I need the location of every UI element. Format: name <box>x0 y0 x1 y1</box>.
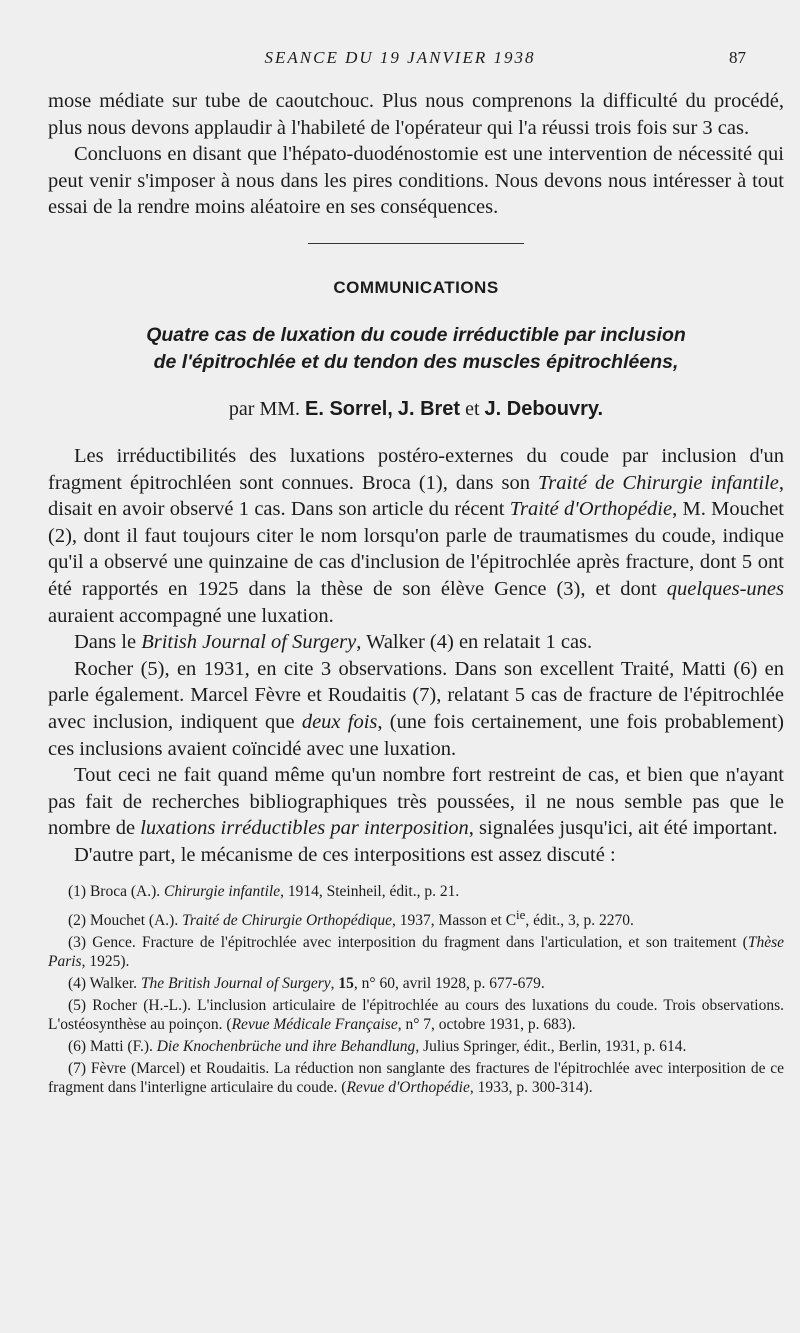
running-head <box>48 48 752 70</box>
text-run: , Julius Springer, édit., Berlin, 1931, p. 614. <box>415 1038 687 1056</box>
emphasis: Chirurgie infantile <box>163 883 281 901</box>
text-run: , disait en avoir observé 1 cas. Dans son article du récent <box>48 471 784 521</box>
emphasis: deux fois <box>301 710 378 733</box>
text-run: (1) Broca (A.). <box>68 883 164 901</box>
text-run: (7) Fèvre (Marcel) et Roudaitis. La réduction non sanglante des fractures de l'épitrochlée avec interposition de ce fragment dans l'interligne articulaire du coude. ( <box>48 1060 784 1097</box>
running-title: SEANCE DU 19 JANVIER 1938 <box>264 48 536 67</box>
text-run: , M. Mouchet (2), dont il faut toujours citer le nom lorsqu'on parle de traumatismes du coude, indique qu'il a observé une quinzaine de cas d'inclusion de l'épitrochlée après fracture, dont 5 ont été rapportés en 1925 dans la thèse de son élève Gence (3), et dont <box>48 498 785 600</box>
emphasis: Die Knochenbrüche und ihre Behandlung <box>156 1038 416 1056</box>
text-run: , n° 7, octobre 1931, p. 683). <box>397 1016 576 1034</box>
text-run: (5) Rocher (H.-L.). L'inclusion articulaire de l'épitrochlée au cours des luxations du coude. Trois observations. L'ostéosynthèse au poinçon. ( <box>48 997 784 1034</box>
emphasis: The British Journal of Surgery <box>140 975 331 992</box>
emphasis: British Journal of Surgery <box>141 631 357 654</box>
emphasis: quelques-unes <box>666 577 784 600</box>
text-run: (6) Matti (F.). <box>68 1038 157 1056</box>
footnote-7 <box>48 1059 784 1097</box>
intro-paragraph-2: Concluons en disant que l'hépato-duodénostomie est une intervention de nécessité qui peut venir s'imposer à nous dans les pires conditions. Nous devons nous intéresser à tout essai de la rendre moins aléatoire en ses conséquences. <box>48 143 784 219</box>
section-divider <box>308 243 524 244</box>
footnote-5 <box>48 996 784 1034</box>
text-run: (4) Walker. <box>68 975 141 992</box>
byline-and: et <box>465 397 480 420</box>
footnote-1 <box>48 882 784 901</box>
footnotes <box>48 882 784 1097</box>
page-body <box>48 88 784 1098</box>
article-title <box>48 322 784 376</box>
text-run: , n° 60, avril 1928, p. 677-679. <box>353 975 545 992</box>
footnote-4 <box>48 974 784 993</box>
text-run: , signalées jusqu'ici, ait été important. <box>468 817 778 840</box>
text-run: , (une fois certainement, une fois probablement) ces inclusions avaient coïncidé avec une luxation. <box>48 710 784 760</box>
text-run: , 1914, Steinheil, édit., p. 21. <box>280 883 460 901</box>
emphasis: Traité de Chirurgie infantile <box>538 471 779 494</box>
emphasis: luxations irréductibles par interposition <box>140 817 469 840</box>
text-run: , Walker (4) en relatait 1 cas. <box>356 631 593 654</box>
emphasis: Traité d'Orthopédie <box>509 498 673 521</box>
article-body <box>48 443 784 869</box>
text-run: , 1937, Masson et C <box>392 911 517 929</box>
emphasis: Traité de Chirurgie Orthopédique <box>182 911 393 929</box>
byline <box>48 398 784 421</box>
article-title-line-1: Quatre cas de luxation du coude irréductible par inclusion <box>146 323 686 346</box>
intro-paragraph-1: mose médiate sur tube de caoutchouc. Plus nous comprenons la difficulté du procédé, plus nous devons applaudir à l'habileté de l'opérateur qui l'a réussi trois fois sur 3 cas. <box>48 90 784 139</box>
footnote-6 <box>48 1037 784 1056</box>
text-run: , 1925). <box>81 952 130 970</box>
body-paragraph-3 <box>48 656 784 762</box>
text-run: Tout ceci ne fait quand même qu'un nombre fort restreint de cas, et bien que n'ayant pas fait de recherches bibliographiques très poussées, il ne nous semble pas que le nombre de <box>48 764 784 840</box>
emphasis: Revue Médicale Française <box>231 1016 398 1034</box>
article-title-line-2: de l'épitrochlée et du tendon des muscles épitrochléens, <box>153 350 679 373</box>
footnote-2 <box>48 905 784 930</box>
text-run: , <box>330 975 339 992</box>
author-sorrel: E. Sorrel, <box>305 397 393 420</box>
body-paragraph-2 <box>48 629 784 656</box>
text-run: , édit., 3, p. 2270. <box>525 911 634 929</box>
body-paragraph-4 <box>48 762 784 842</box>
body-paragraph-5: D'autre part, le mécanisme de ces interpositions est assez discuté : <box>74 843 616 866</box>
body-paragraph-1 <box>48 443 784 629</box>
footnote-3 <box>48 933 784 971</box>
text-run: Dans le <box>74 631 142 654</box>
text-run: (2) Mouchet (A.). <box>68 911 183 929</box>
page-number: 87 <box>729 48 746 67</box>
author-debouvry: J. Debouvry. <box>484 397 604 420</box>
volume-number: 15 <box>338 975 354 992</box>
emphasis: Thèse Paris <box>48 933 784 970</box>
byline-prefix: par MM. <box>228 397 301 420</box>
text-run: auraient accompagné une luxation. <box>48 604 334 627</box>
text-run: (3) Gence. Fracture de l'épitrochlée avec interposition du fragment dans l'articulation, et son traitement ( <box>68 933 748 951</box>
text-run: , 1933, p. 300-314). <box>469 1079 593 1097</box>
text-run: Rocher (5), en 1931, en cite 3 observations. Dans son excellent Traité, Matti (6) en parle également. Marcel Fèvre et Roudaitis (7), relatant 5 cas de fracture de l'épitrochlée avec inclusion, indiquent que <box>48 657 784 733</box>
text-run: Les irréductibilités des luxations postéro-externes du coude par inclusion d'un fragment épitrochléen sont connues. Broca (1), dans son <box>48 444 784 494</box>
author-bret: J. Bret <box>397 397 461 420</box>
emphasis: Revue d'Orthopédie <box>346 1079 470 1097</box>
section-heading: COMMUNICATIONS <box>333 277 499 297</box>
superscript: ie <box>516 906 526 922</box>
